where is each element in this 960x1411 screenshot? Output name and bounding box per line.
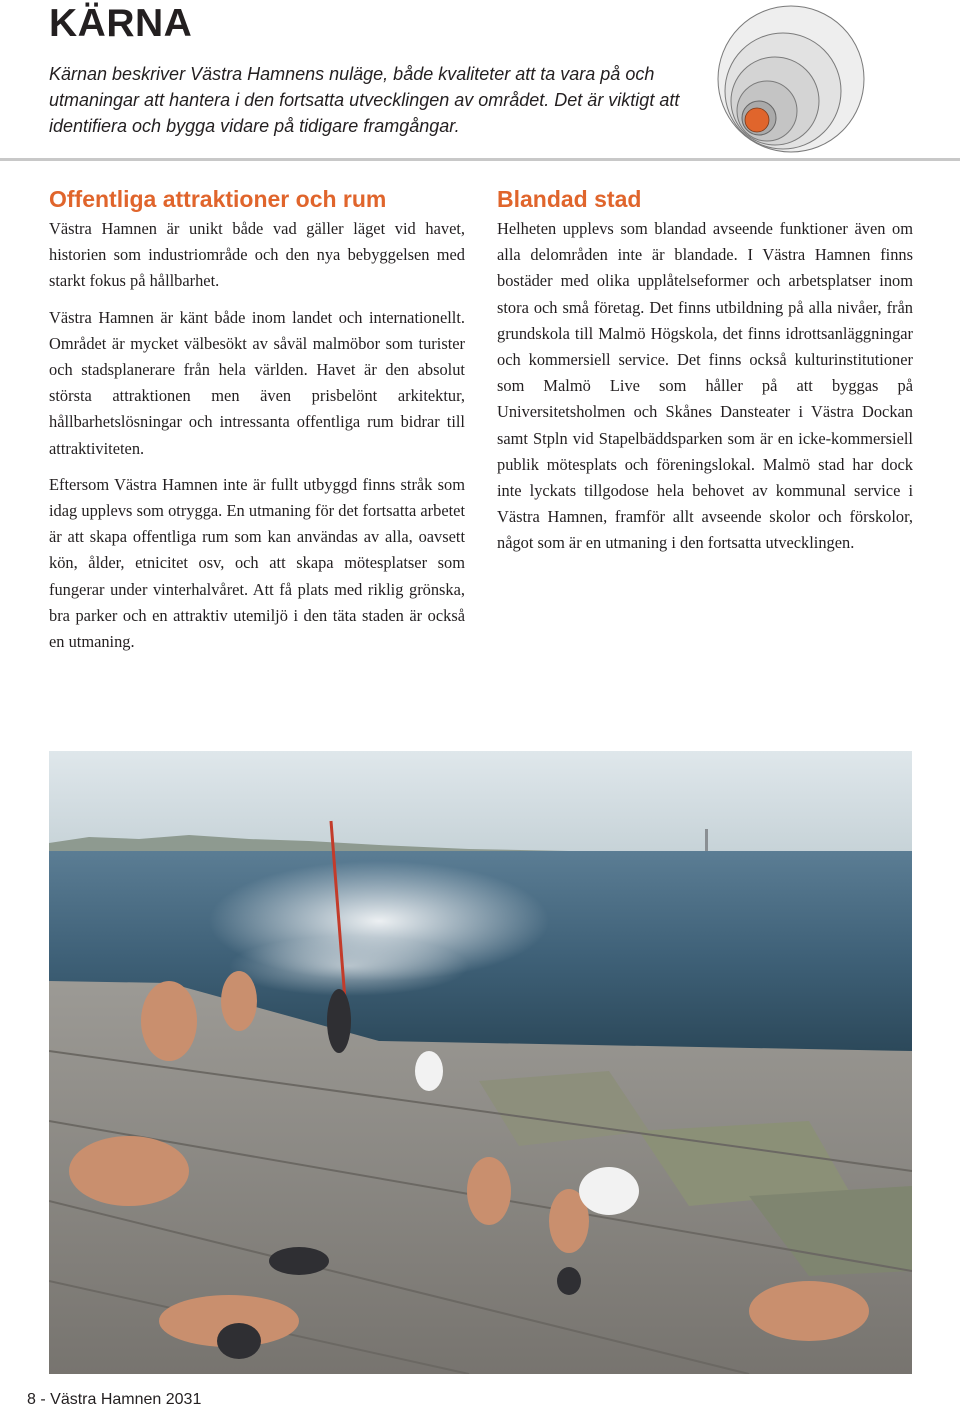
page-number: 8 <box>27 1391 36 1408</box>
publication-name: Västra Hamnen 2031 <box>50 1391 202 1408</box>
section-heading-public-attractions: Offentliga attraktioner och rum <box>49 186 387 212</box>
paragraph: Västra Hamnen är unikt både vad gäller läget vid havet, historien som industriområde och den nya bebyggelsen med starkt fokus på hållbarhet. <box>49 219 465 291</box>
intro-text: Kärnan beskriver Västra Hamnens nuläge, både kvaliteter att ta vara på och utmaningar att hantera i den fortsatta utvecklingen av området. Det är viktigt att identifiera och bygga vidare på tidigare framgångar. <box>49 64 680 136</box>
paragraph: Helheten upplevs som blandad avseende funktioner även om alla delområden inte är blandade. I Västra Hamnen finns bostäder med olika upplåtelseformer och arbetsplatser inom stora och små företag. Det finns utbildning på alla nivåer, från grundskola till Malmö Högskola, det finns idrottsanläggningar och kommersiell service. Det finns också kulturinstitutioner som Malmö Live som håller på att byggas på Universitetsholmen och Skånes Dansteater i Västra Dockan samt Stpln vid Stapelbäddsparken som är en icke-kommersiell publik mötesplats och föreningslokal. Malmö stad har dock inte lyckats tillgodose hela behovet av kommunal service i Västra Hamnen, framför allt avseende skolor och förskolor, något som är en utmaning i den fortsatta utvecklingen. <box>497 219 913 553</box>
page-footer <box>27 1391 201 1409</box>
header-divider <box>0 158 960 161</box>
paragraph: Eftersom Västra Hamnen inte är fullt utbyggd finns stråk som idag upplevs som otrygga. En utmaning för det fortsatta arbetet är att skapa offentliga rum som kan användas av alla, oavsett kön, ålder, etnicitet osv, och att skapa mötesplatser som fungerar under vinterhalvåret. Att få plats med riklig grönska, bra parker och en attraktiv utemiljö i den täta staden är också en utmaning. <box>49 474 465 652</box>
concentric-circles-graphic <box>715 3 867 155</box>
section-heading-mixed-city: Blandad stad <box>497 186 642 212</box>
footer-separator: - <box>40 1391 46 1408</box>
right-column <box>497 184 913 567</box>
paragraph: Västra Hamnen är känt både inom landet och internationellt. Området är mycket välbesökt av såväl malmöbor som turister och stadsplanerare från hela världen. Havet är den absolut största attraktionen men även prisbelönt arkitektur, hållbarhetslösningar och intressanta offentliga rum bidrar till attraktiviteten. <box>49 307 465 458</box>
harbor-photo <box>49 751 912 1374</box>
page-title: KÄRNA <box>49 2 193 45</box>
left-column <box>49 184 465 665</box>
